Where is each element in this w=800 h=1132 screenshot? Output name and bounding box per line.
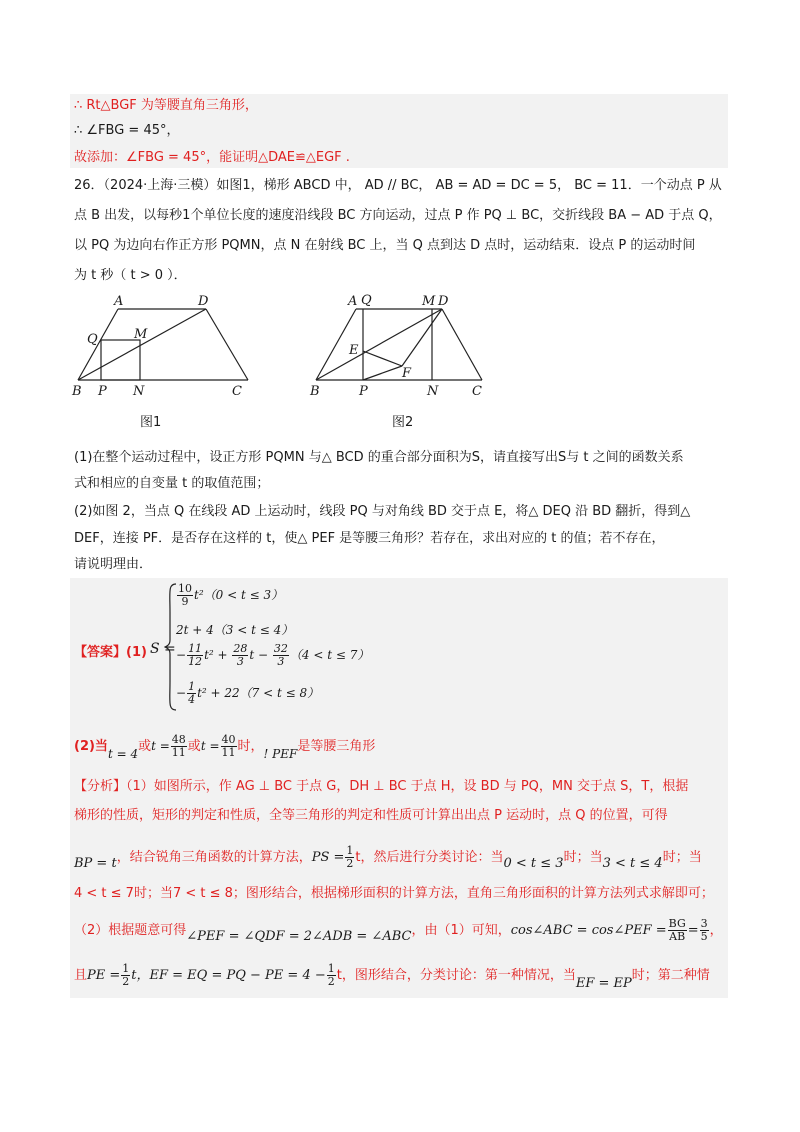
case-3: − $\frac{11}{12}$ t² + $\frac{28}{3}$ t − $\frac{32}{3}$ （4 < t ≤ 7） bbox=[176, 642, 370, 668]
answer-s-eq: S = bbox=[150, 641, 176, 657]
figure-1 bbox=[70, 292, 260, 442]
analysis-pe: PE = bbox=[87, 968, 121, 983]
fig2-label-p: P bbox=[359, 384, 368, 399]
part2-pre: (2)当 bbox=[74, 739, 108, 754]
analysis-ef-den: 2 bbox=[327, 975, 335, 988]
fig1-caption: 图1 bbox=[140, 415, 162, 430]
analysis-ps: PS = bbox=[311, 850, 345, 865]
analysis-bg: BG bbox=[668, 917, 686, 930]
fig1-label-p: P bbox=[98, 384, 107, 399]
part2-v1-num: 48 bbox=[171, 733, 186, 746]
analysis-l3-d: t，然后进行分类讨论：当 bbox=[355, 850, 504, 865]
case-4-den: 4 bbox=[188, 693, 196, 706]
problem-line-2: 点 B 出发，以每秒1个单位长度的速度沿线段 BC 方向运动，过点 P 作 PQ ⊥ BC，交折线段 BA − AD 于点 Q， bbox=[74, 208, 722, 223]
fig1-label-c: C bbox=[232, 384, 242, 399]
case-1-rest: t²（0 < t ≤ 3） bbox=[194, 588, 284, 602]
fig1-label-m: M bbox=[134, 327, 148, 342]
case-3-c-num: 32 bbox=[273, 642, 288, 655]
analysis-l6-a: 且 bbox=[74, 968, 88, 983]
fig2-line-df bbox=[402, 309, 442, 366]
top-line-1 bbox=[74, 96, 258, 116]
figure-2 bbox=[306, 292, 496, 442]
fig2-label-m: M bbox=[422, 294, 436, 309]
analysis-bp: BP = t bbox=[74, 856, 117, 871]
q2-line-2: DEF，连接 PF．是否存在这样的 t，使△ PEF 是等腰三角形？若存在，求出对应的 t 的值；若不存在， bbox=[74, 531, 665, 546]
case-1-den: 9 bbox=[181, 595, 189, 608]
analysis-l6-d: t，图形结合，分类讨论：第一种情况，当 bbox=[336, 968, 576, 983]
problem-line-3: 以 PQ 为边向右作正方形 PQMN，点 N 在射线 BC 上，当 Q 点到达 D 点时，运动结束．设点 P 的运动时间 bbox=[74, 238, 696, 253]
case-4-rest: t² + 22（7 < t ≤ 8） bbox=[197, 686, 320, 700]
fig2-label-b: B bbox=[310, 384, 320, 399]
analysis-line-5: （2）根据题意可得∠PEF = ∠QDF = 2∠ADB = ∠ABC，由（1）可知，cos∠ABC = cos∠PEF = $\frac{BG}{AB}$ = $\frac{3}{5}$ ， bbox=[74, 917, 723, 944]
fig2-label-f: F bbox=[402, 366, 412, 381]
analysis-l3-f: 时；当 bbox=[662, 850, 702, 865]
analysis-ab: AB bbox=[669, 930, 686, 943]
analysis-line-1: 【分析】（1）如图所示，作 AG ⊥ BC 于点 G，DH ⊥ BC 于点 H，设 BD 与 PQ，MN 交于点 S，T，根据 bbox=[74, 779, 689, 794]
fig2-label-e: E bbox=[349, 343, 359, 358]
fig1-label-q: Q bbox=[87, 332, 98, 347]
analysis-pe-den: 2 bbox=[122, 975, 130, 988]
analysis-range-2: 3 < t ≤ 4 bbox=[602, 856, 663, 871]
part2-t4: t = 4 bbox=[107, 747, 139, 761]
fig2-label-q: Q bbox=[361, 293, 372, 308]
case-3-range: （4 < t ≤ 7） bbox=[289, 648, 370, 662]
case-3-a-num: 11 bbox=[188, 642, 203, 655]
part2-when: 时， bbox=[237, 739, 264, 754]
case-3-a-den: 12 bbox=[188, 655, 203, 668]
part2-v2-num: 40 bbox=[221, 733, 236, 746]
top-line-1-text: ∴ Rt△BGF 为等腰直角三角形， bbox=[74, 98, 258, 113]
fig2-label-n: N bbox=[427, 384, 439, 399]
analysis-eq: = bbox=[687, 923, 699, 938]
fig2-label-d: D bbox=[438, 294, 449, 309]
analysis-ef-ep: EF = EP bbox=[575, 976, 632, 991]
fig2-line-bd bbox=[316, 309, 442, 380]
analysis-pe-num: 1 bbox=[122, 962, 130, 975]
part2-pef: ! PEF bbox=[263, 747, 298, 761]
part2-or2: 或 bbox=[187, 739, 201, 754]
case-4-num: 1 bbox=[188, 680, 196, 693]
analysis-l5-a: （2）根据题意可得 bbox=[74, 923, 187, 938]
fig1-line-dc bbox=[206, 309, 248, 380]
part2-t-eq-2: t = bbox=[200, 739, 220, 753]
case-1-num: 10 bbox=[178, 582, 192, 595]
analysis-l3-e: 时；当 bbox=[563, 850, 603, 865]
part2-or1: 或 bbox=[138, 739, 152, 754]
analysis-half-den: 2 bbox=[346, 857, 354, 870]
analysis-ef: EF = EQ = PQ − PE = 4 − bbox=[149, 968, 326, 983]
q2-line-3: 请说明理由． bbox=[74, 557, 153, 572]
fig2-line-pf bbox=[363, 366, 402, 380]
part2-v1-den: 11 bbox=[171, 746, 186, 759]
analysis-line-3 bbox=[74, 845, 702, 870]
analysis-l5-c: ，由（1）可知， bbox=[411, 923, 511, 938]
q1-line-2: 式和相应的自变量 t 的取值范围； bbox=[74, 476, 270, 491]
analysis-line-4: 4 < t ≤ 7时；当7 < t ≤ 8；图形结合，根据梯形面积的计算方法，直角三角形面积的计算方法列式求解即可； bbox=[74, 886, 714, 901]
q2-line-1: (2)如图 2，当点 Q 在线段 AD 上运动时，线段 PQ 与对角线 BD 交于点 E，将△ DEQ 沿 BD 翻折，得到△ bbox=[74, 504, 691, 519]
fig1-square-pqmn bbox=[101, 340, 140, 380]
analysis-five: 5 bbox=[700, 930, 708, 943]
analysis-line-6 bbox=[74, 962, 710, 991]
analysis-l3-b: ，结合锐角三角函数的计算方法， bbox=[116, 850, 312, 865]
top-line-3: 故添加：∠FBG = 45°，能证明△DAE≌△EGF . bbox=[74, 150, 350, 165]
top-line-2-text: ∴ ∠FBG = 45°， bbox=[74, 123, 180, 138]
analysis-range-1: 0 < t ≤ 3 bbox=[503, 856, 564, 871]
answer-label: 【答案】(1) bbox=[74, 645, 147, 660]
analysis-l6-b: t， bbox=[131, 968, 150, 983]
case-1 bbox=[176, 583, 283, 608]
q1-line-1: (1)在整个运动过程中，设正方形 PQMN 与△ BCD 的重合部分面积为S，请直接写出S与 t 之间的函数关系 bbox=[74, 450, 684, 465]
analysis-ef-num: 1 bbox=[327, 962, 335, 975]
analysis-line-2: 梯形的性质，矩形的判定和性质，全等三角形的判定和性质可计算出出点 P 运动时，点 Q 的位置，可得 bbox=[74, 808, 668, 823]
analysis-half-num: 1 bbox=[346, 844, 354, 857]
fig1-label-d: D bbox=[198, 294, 209, 309]
analysis-l6-f: 时；第二种情 bbox=[631, 968, 710, 983]
fig1-label-a: A bbox=[114, 294, 124, 309]
problem-line-4: 为 t 秒（ t > 0 ）． bbox=[74, 268, 187, 283]
problem-line-1: 26．（2024·上海·三模）如图1，梯形 ABCD 中， AD // BC， AB = AD = DC = 5， BC = 11．一个动点 P 从 bbox=[74, 178, 722, 193]
part2-v2-den: 11 bbox=[221, 746, 236, 759]
part2-t-eq-1: t = bbox=[151, 739, 170, 753]
analysis-angle-eq: ∠PEF = ∠QDF = 2∠ADB = ∠ABC bbox=[186, 929, 412, 944]
fig2-caption: 图2 bbox=[392, 415, 414, 430]
case-2: 2t + 4（3 < t ≤ 4） bbox=[176, 623, 294, 637]
fig1-label-n: N bbox=[133, 384, 145, 399]
fig1-label-b: B bbox=[72, 384, 82, 399]
fig2-line-dc bbox=[442, 309, 482, 380]
fig2-line-ef bbox=[363, 351, 402, 366]
answer-part2 bbox=[74, 734, 375, 759]
fig2-label-c: C bbox=[472, 384, 482, 399]
case-4: − $\frac{1}{4}$ t² + 22（7 < t ≤ 8） bbox=[176, 680, 320, 706]
fig2-label-a: A bbox=[348, 294, 358, 309]
analysis-cos: cos∠ABC = cos∠PEF = bbox=[510, 923, 667, 938]
case-3-b-num: 28 bbox=[233, 642, 248, 655]
top-line-2 bbox=[74, 121, 180, 141]
case-3-b-den: 3 bbox=[236, 655, 244, 668]
part2-iso: 是等腰三角形 bbox=[297, 739, 376, 754]
case-3-c-den: 3 bbox=[277, 655, 285, 668]
analysis-three: 3 bbox=[700, 917, 708, 930]
